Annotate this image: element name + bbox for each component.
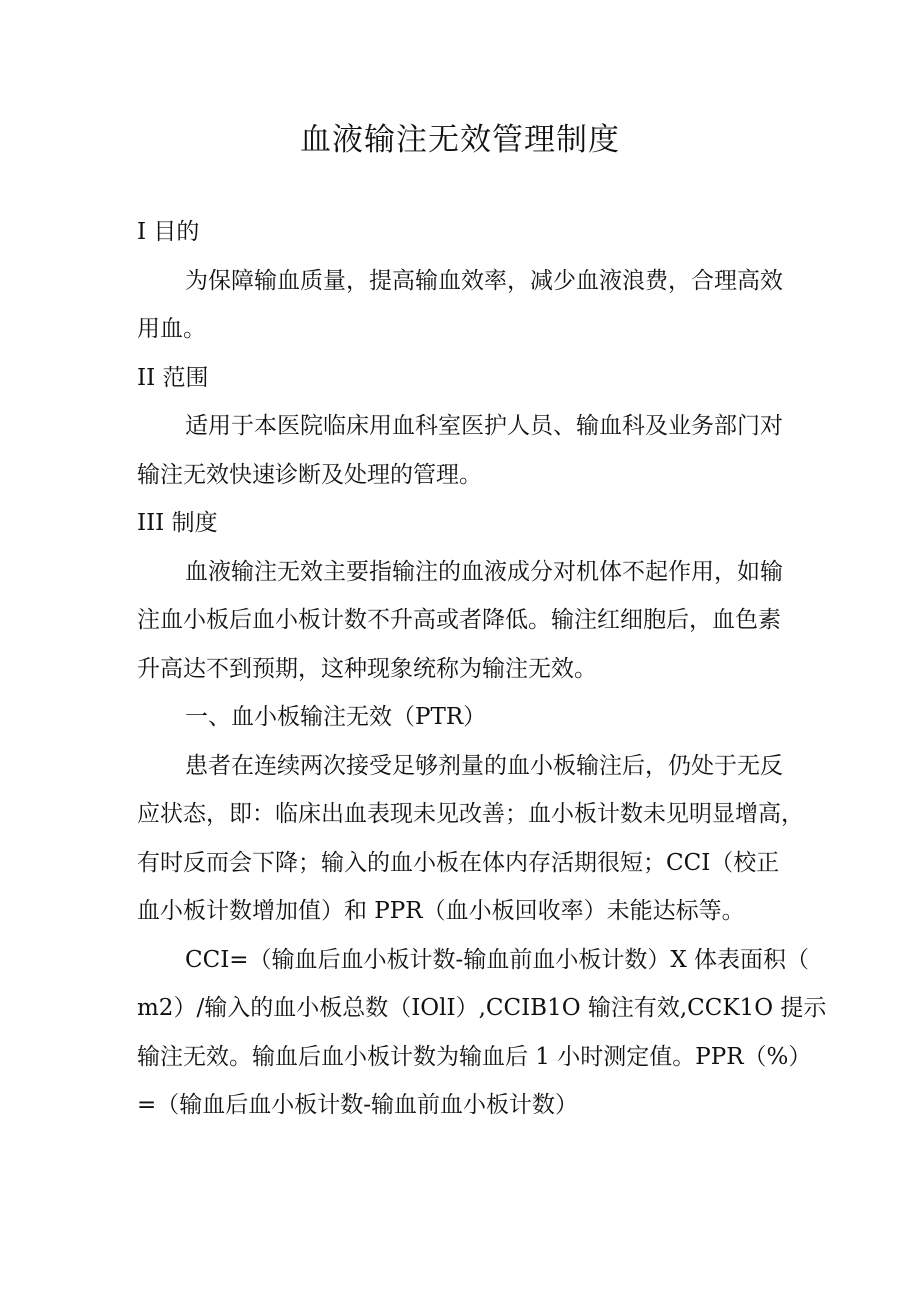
body-line: 血小板计数增加值）和 PPR（血小板回收率）未能达标等。	[137, 898, 745, 924]
section-heading-policy: III 制度	[137, 510, 218, 536]
body-line: 患者在连续两次接受足够剂量的血小板输注后，仍处于无反	[185, 753, 783, 779]
body-line: 输注无效快速诊断及处理的管理。	[137, 462, 482, 488]
document-title: 血液输注无效管理制度	[300, 122, 620, 158]
body-line: 适用于本医院临床用血科室医护人员、输血科及业务部门对	[185, 413, 783, 439]
body-line: 注血小板后血小板计数不升高或者降低。输注红细胞后，血色素	[137, 607, 781, 633]
body-line: 有时反而会下降；输入的血小板在体内存活期很短；CCI（校正	[137, 850, 780, 876]
formula-line: CCI=（输血后血小板计数-输血前血小板计数）X 体表面积（	[185, 947, 810, 973]
body-line: 用血。	[137, 316, 206, 342]
formula-line: 输注无效。输血后血小板计数为输血后 1 小时测定值。PPR（%）	[137, 1044, 812, 1070]
body-line: 应状态，即：临床出血表现未见改善；血小板计数未见明显增高，	[137, 801, 804, 827]
body-line: 为保障输血质量，提高输血效率，减少血液浪费，合理高效	[185, 268, 783, 294]
subsection-heading-ptr: 一、血小板输注无效（PTR）	[185, 704, 487, 730]
formula-line: =（输血后血小板计数-输血前血小板计数）	[137, 1092, 579, 1118]
formula-line: m2）/输入的血小板总数（IOlI）,CCIB1O 输注有效,CCK1O 提示	[137, 995, 827, 1021]
body-line: 升高达不到预期，这种现象统称为输注无效。	[137, 656, 597, 682]
body-line: 血液输注无效主要指输注的血液成分对机体不起作用，如输	[185, 559, 783, 585]
section-heading-scope: II 范围	[137, 365, 209, 391]
section-heading-purpose: I 目的	[137, 219, 200, 245]
